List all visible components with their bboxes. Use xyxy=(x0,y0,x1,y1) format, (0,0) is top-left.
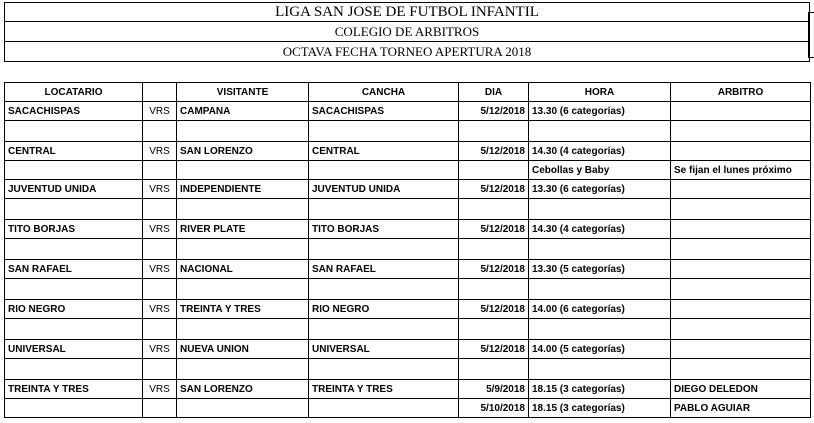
cell-locatario: TREINTA Y TRES xyxy=(5,380,143,399)
empty-cell xyxy=(5,279,143,300)
table-row xyxy=(5,142,811,161)
empty-cell xyxy=(177,319,309,340)
cell-cancha: TREINTA Y TRES xyxy=(309,380,459,399)
cell-visitante: NUEVA UNION xyxy=(177,340,309,359)
table-row xyxy=(5,380,811,399)
table-row xyxy=(5,260,811,279)
cell-dia: 5/10/2018 xyxy=(459,399,529,418)
cell-visitante: TREINTA Y TRES xyxy=(177,300,309,319)
cell-locatario: TITO BORJAS xyxy=(5,220,143,239)
col-header-dia: DIA xyxy=(459,83,529,102)
cell-cancha: CENTRAL xyxy=(309,142,459,161)
spacer-row xyxy=(5,199,811,220)
col-header-visitante: VISITANTE xyxy=(177,83,309,102)
cell-arbitro: PABLO AGUIAR xyxy=(671,399,811,418)
cell-cancha xyxy=(309,161,459,180)
cell-cancha: UNIVERSAL xyxy=(309,340,459,359)
empty-cell xyxy=(459,199,529,220)
fixture-table xyxy=(4,82,811,418)
col-header-vrs xyxy=(143,83,177,102)
empty-cell xyxy=(529,121,671,142)
empty-cell xyxy=(309,279,459,300)
cell-hora: 14.00 (6 categorías) xyxy=(529,300,671,319)
spacer-row xyxy=(5,239,811,260)
empty-cell xyxy=(529,239,671,260)
cell-dia: 5/12/2018 xyxy=(459,220,529,239)
table-row xyxy=(5,180,811,199)
table-row xyxy=(5,102,811,121)
cell-locatario: SACACHISPAS xyxy=(5,102,143,121)
empty-cell xyxy=(459,239,529,260)
cell-visitante: SAN LORENZO xyxy=(177,380,309,399)
table-row xyxy=(5,220,811,239)
empty-cell xyxy=(671,199,811,220)
empty-cell xyxy=(143,279,177,300)
empty-cell xyxy=(671,121,811,142)
cell-vrs: VRS xyxy=(143,300,177,319)
cell-arbitro xyxy=(671,260,811,279)
cell-vrs: VRS xyxy=(143,380,177,399)
cell-vrs: VRS xyxy=(143,340,177,359)
col-header-cancha: CANCHA xyxy=(309,83,459,102)
empty-cell xyxy=(143,239,177,260)
empty-cell xyxy=(671,279,811,300)
cell-arbitro xyxy=(671,300,811,319)
college-title: COLEGIO DE ARBITROS xyxy=(4,22,810,42)
table-row xyxy=(5,300,811,319)
cell-hora: 18.15 (3 categorías) xyxy=(529,399,671,418)
empty-cell xyxy=(177,359,309,380)
cell-cancha: JUVENTUD UNIDA xyxy=(309,180,459,199)
cell-visitante: RIVER PLATE xyxy=(177,220,309,239)
cell-visitante: INDEPENDIENTE xyxy=(177,180,309,199)
empty-cell xyxy=(459,279,529,300)
empty-cell xyxy=(5,239,143,260)
cell-locatario xyxy=(5,161,143,180)
empty-cell xyxy=(177,199,309,220)
cell-hora: 13.30 (5 categorías) xyxy=(529,260,671,279)
cell-locatario: UNIVERSAL xyxy=(5,340,143,359)
fixture-rows xyxy=(5,102,811,418)
table-row xyxy=(5,161,811,180)
cell-arbitro xyxy=(671,220,811,239)
header-row xyxy=(5,83,811,102)
cell-visitante: NACIONAL xyxy=(177,260,309,279)
cell-dia: 5/9/2018 xyxy=(459,380,529,399)
cell-hora: 14.00 (5 categorías) xyxy=(529,340,671,359)
empty-cell xyxy=(309,239,459,260)
empty-cell xyxy=(529,359,671,380)
empty-cell xyxy=(5,359,143,380)
empty-cell xyxy=(177,279,309,300)
col-header-hora: HORA xyxy=(529,83,671,102)
table-row xyxy=(5,340,811,359)
league-title: LIGA SAN JOSE DE FUTBOL INFANTIL xyxy=(4,2,810,22)
spacer-row xyxy=(5,359,811,380)
cell-dia: 5/12/2018 xyxy=(459,340,529,359)
empty-cell xyxy=(529,199,671,220)
cell-dia: 5/12/2018 xyxy=(459,102,529,121)
empty-cell xyxy=(459,121,529,142)
empty-cell xyxy=(143,121,177,142)
empty-cell xyxy=(5,319,143,340)
empty-cell xyxy=(177,121,309,142)
cell-visitante: CAMPANA xyxy=(177,102,309,121)
table-row xyxy=(5,399,811,418)
cell-dia xyxy=(459,161,529,180)
empty-cell xyxy=(309,319,459,340)
cell-dia: 5/12/2018 xyxy=(459,300,529,319)
empty-cell xyxy=(529,319,671,340)
empty-cell xyxy=(671,359,811,380)
empty-cell xyxy=(459,319,529,340)
cell-vrs: VRS xyxy=(143,142,177,161)
empty-cell xyxy=(671,319,811,340)
empty-cell xyxy=(459,359,529,380)
empty-cell xyxy=(143,319,177,340)
cell-arbitro: DIEGO DELEDON xyxy=(671,380,811,399)
col-header-locatario: LOCATARIO xyxy=(5,83,143,102)
empty-cell xyxy=(529,279,671,300)
empty-cell xyxy=(309,199,459,220)
cell-dia: 5/12/2018 xyxy=(459,142,529,161)
cell-cancha: SACACHISPAS xyxy=(309,102,459,121)
spacer-row xyxy=(5,121,811,142)
cell-vrs xyxy=(143,161,177,180)
cell-hora: 18.15 (3 categorías) xyxy=(529,380,671,399)
cell-cancha: TITO BORJAS xyxy=(309,220,459,239)
cell-dia: 5/12/2018 xyxy=(459,180,529,199)
cell-hora: 14.30 (4 categorías) xyxy=(529,142,671,161)
cell-arbitro xyxy=(671,142,811,161)
empty-cell xyxy=(143,199,177,220)
cell-arbitro xyxy=(671,340,811,359)
cell-arbitro xyxy=(671,102,811,121)
cell-hora: 13.30 (6 categorías) xyxy=(529,102,671,121)
cell-vrs: VRS xyxy=(143,180,177,199)
cell-locatario: SAN RAFAEL xyxy=(5,260,143,279)
cell-vrs: VRS xyxy=(143,102,177,121)
cell-vrs: VRS xyxy=(143,220,177,239)
cell-hora: Cebollas y Baby xyxy=(529,161,671,180)
cell-arbitro: Se fijan el lunes próximo xyxy=(671,161,811,180)
spacer-row xyxy=(5,279,811,300)
spacer-row xyxy=(5,319,811,340)
round-title: OCTAVA FECHA TORNEO APERTURA 2018 xyxy=(4,42,810,62)
cell-visitante xyxy=(177,399,309,418)
empty-cell xyxy=(5,121,143,142)
cell-cancha: SAN RAFAEL xyxy=(309,260,459,279)
cell-arbitro xyxy=(671,180,811,199)
cell-cancha xyxy=(309,399,459,418)
cell-hora: 14.30 (4 categorías) xyxy=(529,220,671,239)
cell-cancha: RIO NEGRO xyxy=(309,300,459,319)
empty-cell xyxy=(309,359,459,380)
empty-cell xyxy=(309,121,459,142)
cell-vrs xyxy=(143,399,177,418)
cell-locatario: RIO NEGRO xyxy=(5,300,143,319)
cell-hora: 13.30 (6 categorías) xyxy=(529,180,671,199)
cell-dia: 5/12/2018 xyxy=(459,260,529,279)
cell-visitante xyxy=(177,161,309,180)
cell-visitante: SAN LORENZO xyxy=(177,142,309,161)
empty-cell xyxy=(5,199,143,220)
empty-cell xyxy=(177,239,309,260)
col-header-arbitro: ARBITRO xyxy=(671,83,811,102)
cell-locatario: CENTRAL xyxy=(5,142,143,161)
empty-cell xyxy=(143,359,177,380)
cell-locatario xyxy=(5,399,143,418)
cell-locatario: JUVENTUD UNIDA xyxy=(5,180,143,199)
empty-cell xyxy=(671,239,811,260)
cell-vrs: VRS xyxy=(143,260,177,279)
